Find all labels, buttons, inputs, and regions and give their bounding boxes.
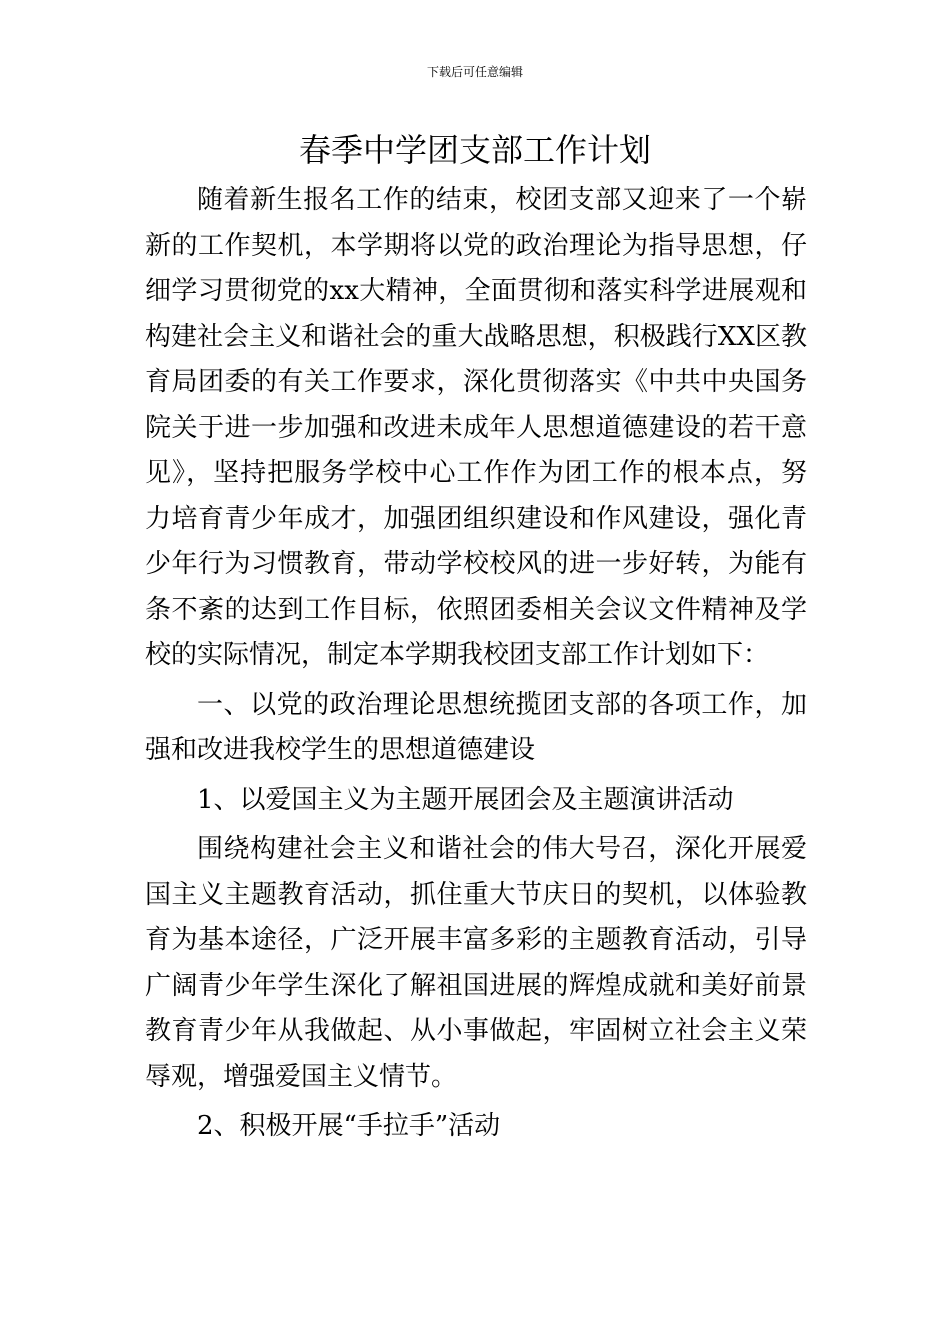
header-note: 下载后可任意编辑 bbox=[426, 65, 523, 79]
subsection-heading-1: 1、以爱国主义为主题开展团会及主题演讲活动 bbox=[197, 784, 734, 815]
document-body bbox=[145, 178, 807, 1150]
section-heading-1: 一、以党的政治理论思想统揽团支部的各项工作，加强和改进我校学生的思想道德建设 bbox=[145, 689, 807, 765]
subsection-paragraph-1: 围绕构建社会主义和谐社会的伟大号召，深化开展爱国主义主题教育活动，抓住重大节庆日的契机，以体验教育为基本途径，广泛开展丰富多彩的主题教育活动，引导广阔青少年学生深化了解祖国进展的辉煌成就和美好前景教育青少年从我做起、从小事做起，牢固树立社会主义荣辱观，增强爱国主义情节。 bbox=[145, 834, 807, 1092]
intro-paragraph: 随着新生报名工作的结束，校团支部又迎来了一个崭新的工作契机，本学期将以党的政治理论为指导思想，仔细学习贯彻党的xx大精神，全面贯彻和落实科学进展观和构建社会主义和谐社会的重大战略思想，积极践行XX区教育局团委的有关工作要求，深化贯彻落实《中共中央国务院关于进一步加强和改进未成年人思想道德建设的若干意见》，坚持把服务学校中心工作作为团工作的根本点，努力培育青少年成才，加强团组织建设和作风建设，强化青少年行为习惯教育，带动学校校风的进一步好转，为能有条不紊的达到工作目标，依照团委相关会议文件精神及学校的实际情况，制定本学期我校团支部工作计划如下： bbox=[145, 185, 807, 670]
document-title: 春季中学团支部工作计划 bbox=[298, 131, 651, 169]
subsection-heading-2: 2、积极开展“手拉手”活动 bbox=[197, 1111, 501, 1141]
